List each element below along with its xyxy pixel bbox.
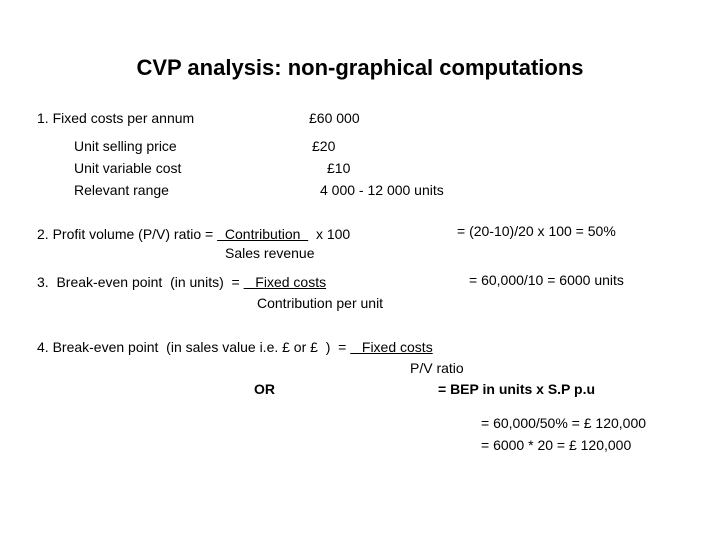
bep-sales-label: [37, 338, 433, 356]
pv-ratio-numerator: Contribution: [217, 226, 309, 242]
relevant-range-value: 4 000 - 12 000 units: [320, 182, 444, 198]
unit-selling-price-value: £20: [312, 138, 336, 154]
fixed-costs-value: £60 000: [309, 110, 360, 126]
pv-ratio-label: [37, 225, 350, 243]
unit-variable-cost-value: £10: [327, 160, 351, 176]
slide-title: CVP analysis: non-graphical computations: [136, 55, 584, 80]
bep-sales-numerator: Fixed costs: [350, 339, 433, 355]
pv-ratio-multiplier: x 100: [315, 226, 351, 242]
bep-sales-prefix: 4. Break-even point (in sales value i.e. £ or £ ) =: [37, 339, 351, 355]
pv-ratio-result: = (20-10)/20 x 100 = 50%: [457, 223, 616, 239]
pv-ratio-prefix: 2. Profit volume (P/V) ratio =: [37, 226, 218, 242]
bep-units-denominator: Contribution per unit: [257, 295, 384, 311]
pv-ratio-denominator: Sales revenue: [225, 245, 315, 261]
bep-units-result: = 60,000/10 = 6000 units: [469, 272, 624, 288]
unit-selling-price-label: Unit selling price: [74, 138, 177, 154]
fixed-costs-label: 1. Fixed costs per annum: [37, 110, 195, 126]
bep-units-label: [37, 273, 326, 291]
unit-variable-cost-label: Unit variable cost: [74, 160, 182, 176]
bep-units-numerator: Fixed costs: [243, 274, 327, 290]
bep-sales-denominator: P/V ratio: [410, 360, 464, 376]
bep-units-prefix: 3. Break-even point (in units) =: [37, 274, 244, 290]
relevant-range-label: Relevant range: [74, 182, 169, 198]
bep-sales-alt-formula: = BEP in units x S.P p.u: [438, 381, 596, 397]
or-label: OR: [254, 381, 275, 397]
bep-sales-calc-2: = 6000 * 20 = £ 120,000: [481, 437, 632, 453]
bep-sales-calc-1: = 60,000/50% = £ 120,000: [481, 415, 647, 431]
